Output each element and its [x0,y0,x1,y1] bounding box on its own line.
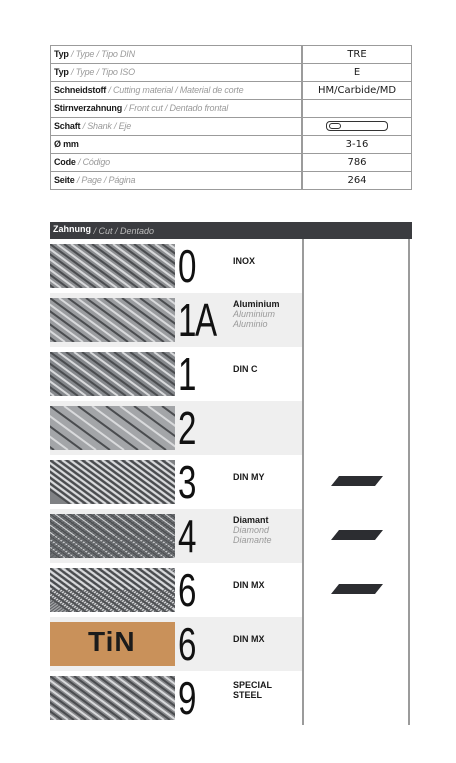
spec-row-page [51,172,412,190]
cut-label: DIN MX [233,634,265,644]
cut-label: DIN C [233,364,258,374]
cut-label: DIN MY [233,472,265,482]
cut-texture-image [50,298,175,342]
cut-label: DIN MX [233,580,265,590]
cut-row [50,563,412,617]
cut-number: 2 [178,402,195,454]
cut-availability-cell [302,617,410,671]
spec-row-shank [51,118,412,136]
cut-texture-image [50,244,175,288]
cut-row-info [50,671,302,725]
cut-row-info [50,293,302,347]
cut-availability-cell [302,239,410,293]
cut-section-header: Zahnung / Cut / Dentado [50,222,412,239]
spec-row-type-din [51,46,412,64]
cut-number: 6 [178,564,195,616]
cut-texture-image [50,352,175,396]
spec-row-cutting-material [51,82,412,100]
cut-texture-image [50,406,175,450]
cut-label: Aluminium Aluminium Aluminio [233,299,280,329]
spec-label: Ø mm [51,136,303,154]
cut-row-info [50,239,302,293]
cut-row-info [50,455,302,509]
cut-number: 1 [178,348,195,400]
cut-number: 4 [178,510,195,562]
availability-bar-icon [331,475,383,487]
cut-row [50,401,412,455]
spec-value: 3-16 [302,136,412,154]
cut-list [50,239,412,725]
cut-row-info [50,347,302,401]
cut-availability-cell [302,671,410,725]
cut-texture-image [50,514,175,558]
cut-number: 0 [178,240,195,292]
cut-number: 6 [178,618,195,670]
spec-label: Stirnverzahnung / Front cut / Dentado frontal [51,100,303,118]
cut-row [50,509,412,563]
cut-row [50,617,412,671]
cut-row [50,671,412,725]
spec-value: TRE [302,46,412,64]
spec-label: Typ / Type / Tipo DIN [51,46,303,64]
spec-row-type-iso [51,64,412,82]
cut-texture-image [50,676,175,720]
tin-coating-label: TiN [88,626,136,657]
shank-icon [326,121,388,131]
cut-label: Diamant Diamond Diamante [233,515,272,545]
cut-row-info [50,563,302,617]
cut-availability-cell [302,563,410,617]
spec-value: 264 [302,172,412,190]
spec-table [50,45,412,190]
cut-availability-cell [302,347,410,401]
spec-row-diameter [51,136,412,154]
cut-label: INOX [233,256,256,266]
spec-value [302,100,412,118]
cut-row [50,293,412,347]
cut-availability-cell [302,509,410,563]
cut-availability-cell [302,455,410,509]
cut-row [50,239,412,293]
cut-number: 9 [178,672,195,724]
cut-row [50,455,412,509]
tin-coating-swatch [50,622,175,666]
spec-row-code [51,154,412,172]
spec-value: 786 [302,154,412,172]
cut-availability-cell [302,293,410,347]
spec-label: Schaft / Shank / Eje [51,118,303,136]
cut-row-info [50,617,302,671]
cut-availability-cell [302,401,410,455]
availability-bar-icon [331,583,383,595]
spec-label: Code / Código [51,154,303,172]
cut-number: 3 [178,456,195,508]
spec-value [302,118,412,136]
cut-row-info [50,401,302,455]
cut-label: SPECIAL STEEL [233,680,273,700]
cut-row [50,347,412,401]
cut-number: 1A [178,294,216,346]
cut-texture-image [50,568,175,612]
cut-row-info [50,509,302,563]
spec-label: Seite / Page / Página [51,172,303,190]
spec-value: E [302,64,412,82]
spec-label: Schneidstoff / Cutting material / Material de corte [51,82,303,100]
spec-row-front-cut [51,100,412,118]
spec-value: HM/Carbide/MD [302,82,412,100]
cut-texture-image [50,460,175,504]
spec-label: Typ / Type / Tipo ISO [51,64,303,82]
availability-bar-icon [331,529,383,541]
spec-sheet [50,45,412,190]
